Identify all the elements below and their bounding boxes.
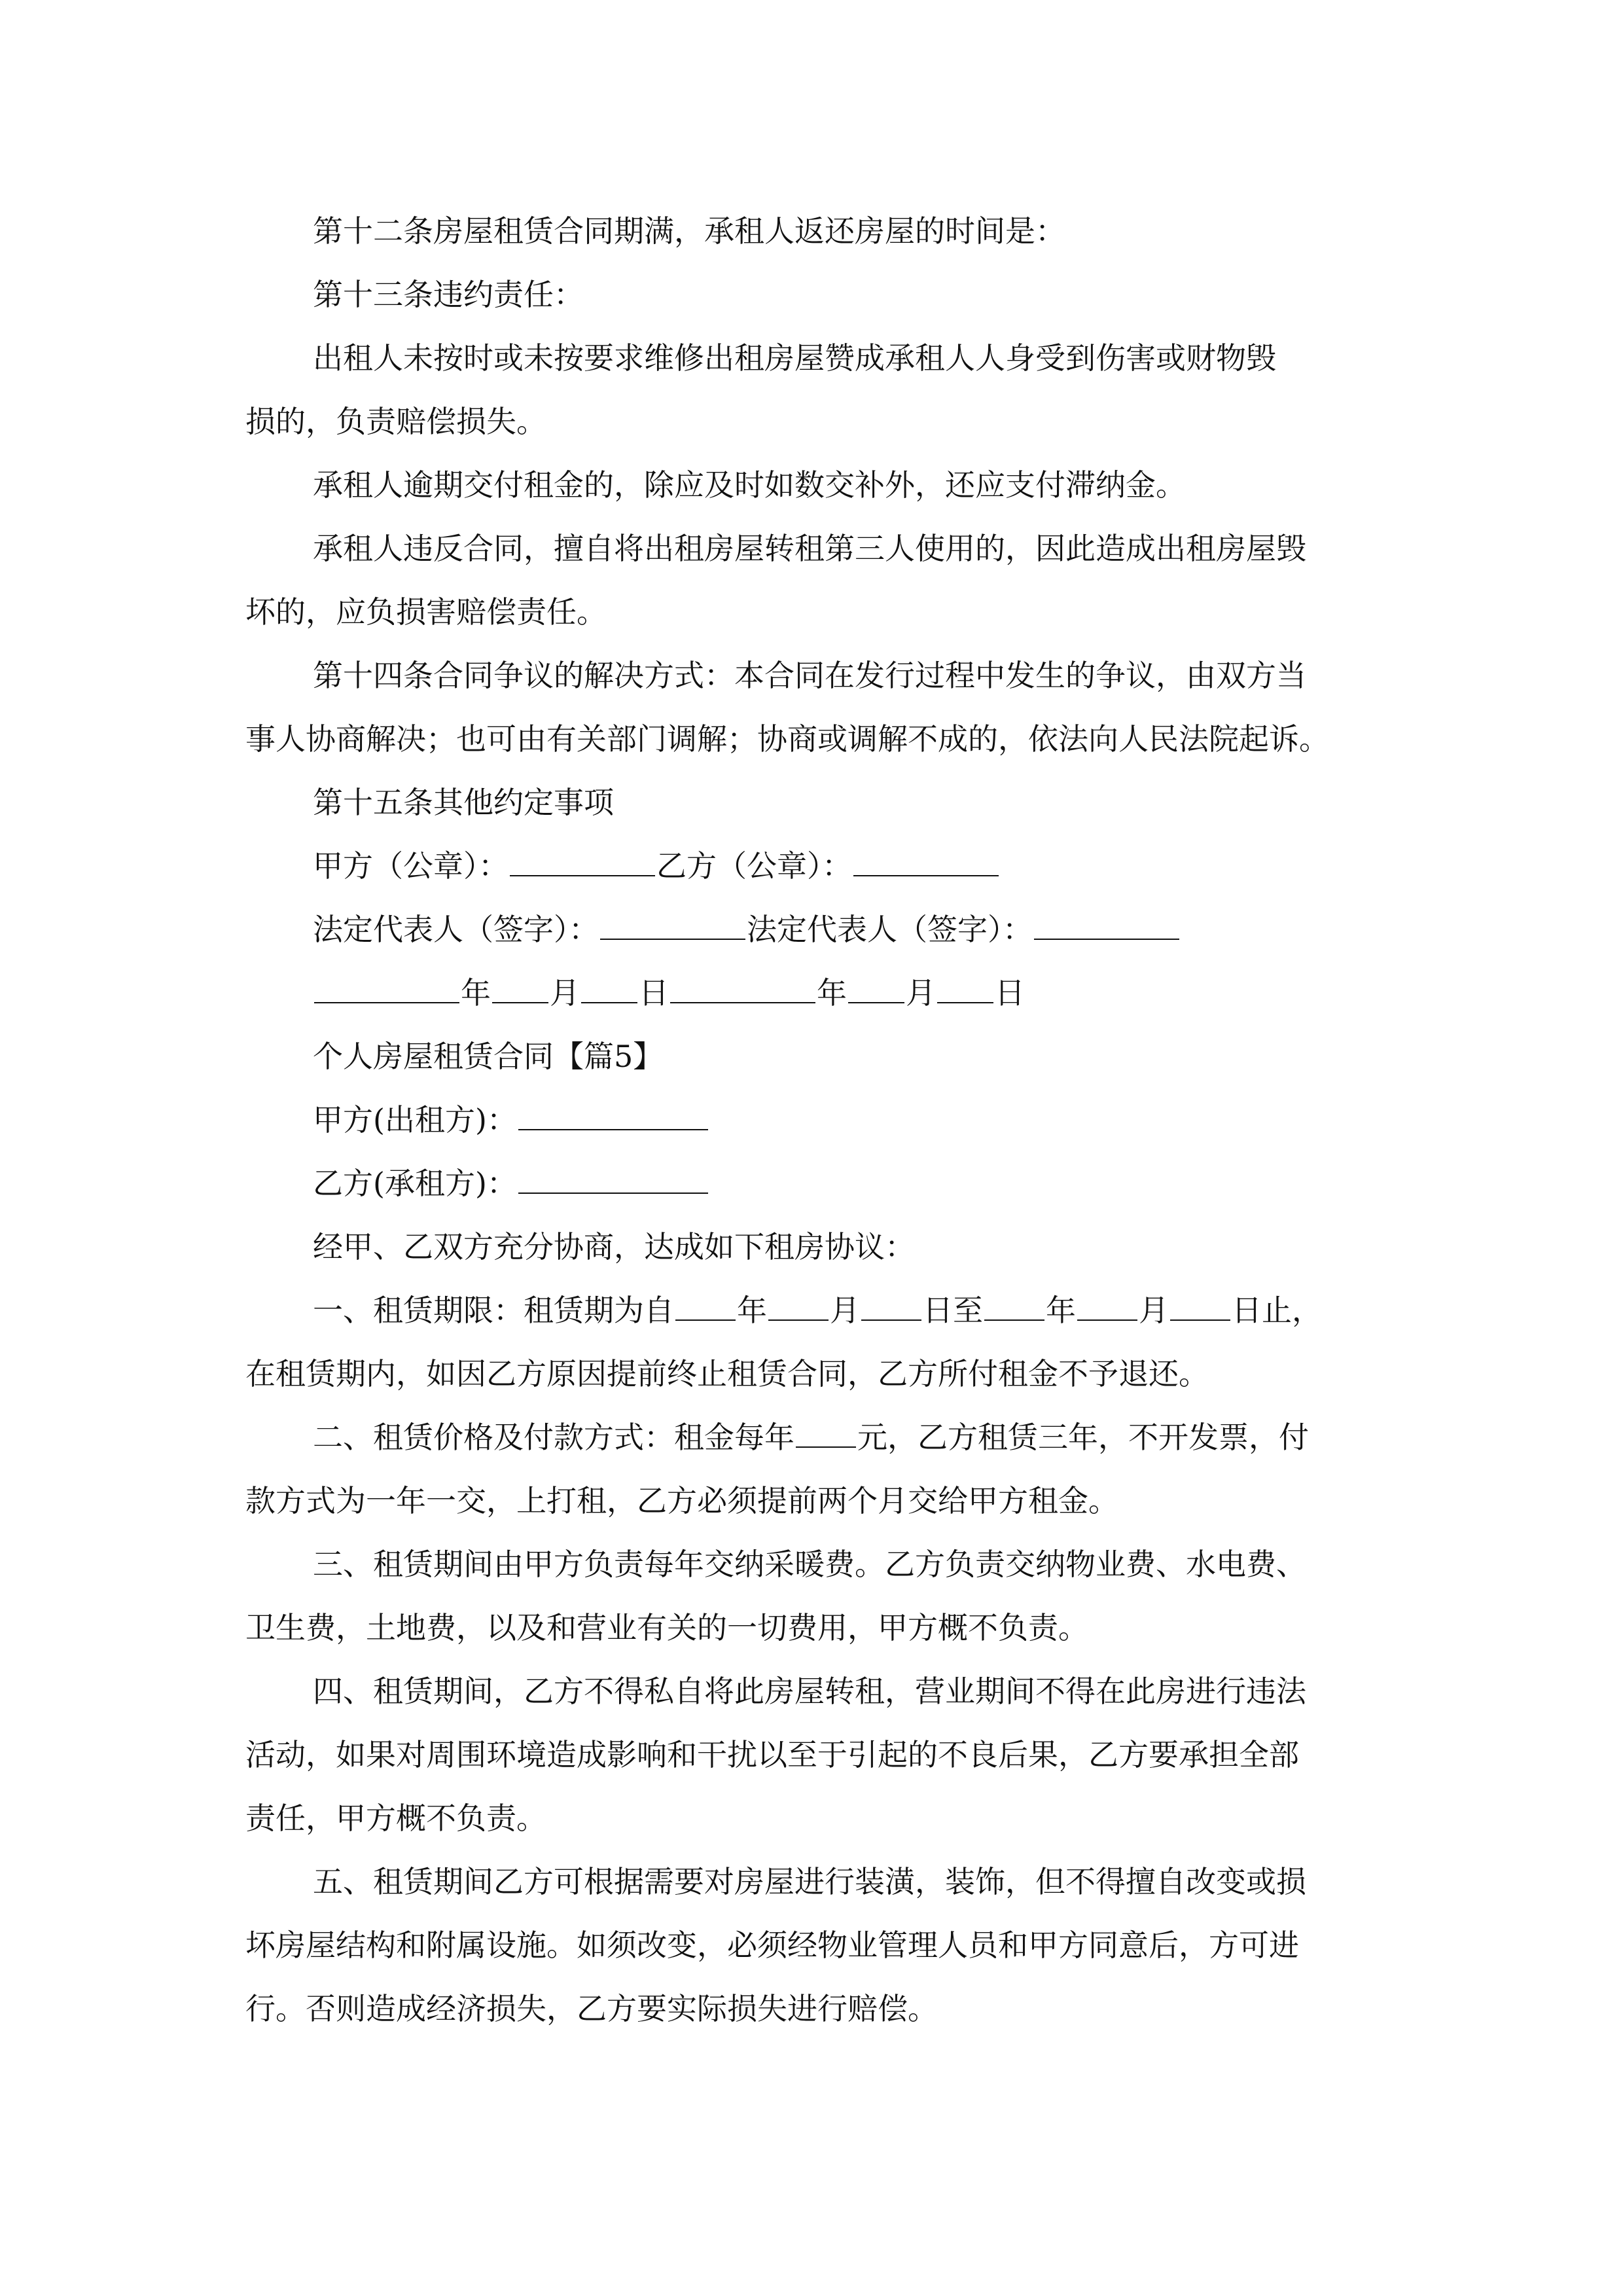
clause-3-line2: 卫生费，土地费，以及和营业有关的一切费用，甲方概不负责。: [245, 1610, 1088, 1645]
party-b-seal-blank: [853, 850, 999, 876]
date-b-day-blank: [937, 977, 993, 1003]
clause-12: 第十二条房屋租赁合同期满，承租人返还房屋的时间是：: [313, 213, 1065, 249]
end-month-blank: [1077, 1295, 1137, 1321]
date-a-year-label: 年: [461, 975, 491, 1011]
clause-2-suffix: 元，乙方租赁三年，不开发票，付: [857, 1420, 1309, 1455]
agreement-intro: 经甲、乙双方充分协商，达成如下租房协议：: [313, 1229, 915, 1265]
clause-13-para3-line2: 坏的，应负损害赔偿责任。: [245, 594, 607, 630]
party-b-blank: [518, 1168, 708, 1194]
signature-row-representative: [245, 898, 1384, 961]
end-year-label: 年: [1046, 1293, 1076, 1328]
document-body: [245, 200, 1384, 2041]
clause-13-para2: 承租人逾期交付租金的，除应及时如数交补外，还应支付滞纳金。: [313, 467, 1186, 503]
clause-5-line3: 行。否则造成经济损失，乙方要实际损失进行赔偿。: [245, 1991, 938, 2026]
start-year-label: 年: [737, 1293, 767, 1328]
date-b-year-label: 年: [817, 975, 847, 1011]
signature-date-row: [245, 961, 1384, 1025]
clause-1-line2: 在租赁期内，如因乙方原因提前终止租赁合同，乙方所付租金不予退还。: [245, 1356, 1209, 1391]
clause-13-title: 第十三条违约责任：: [313, 277, 584, 312]
date-a-year-blank: [314, 977, 459, 1003]
rep-a-blank: [600, 914, 745, 940]
start-month-label: 月: [830, 1293, 860, 1328]
clause-4-line3: 责任，甲方概不负责。: [245, 1801, 546, 1836]
end-day-blank: [1170, 1295, 1230, 1321]
party-a-label: 甲方(出租方)：: [313, 1102, 517, 1138]
clause-13-para1-line1: 出租人未按时或未按要求维修出租房屋赞成承租人人身受到伤害或财物毁: [313, 340, 1276, 376]
clause-5-line2: 坏房屋结构和附属设施。如须改变，必须经物业管理人员和甲方同意后，方可进: [245, 1928, 1299, 1963]
rep-b-blank: [1034, 914, 1179, 940]
clause-1-prefix: 一、租赁期限：租赁期为自: [313, 1293, 674, 1328]
date-a-day-label: 日: [639, 975, 669, 1011]
clause-14-line1: 第十四条合同争议的解决方式：本合同在发行过程中发生的争议，由双方当: [313, 658, 1306, 693]
clause-14-line2: 事人协商解决；也可由有关部门调解；协商或调解不成的，依法向人民法院起诉。: [245, 721, 1329, 757]
start-year-blank: [675, 1295, 736, 1321]
date-a-day-blank: [581, 977, 637, 1003]
date-a-month-label: 月: [550, 975, 580, 1011]
party-b-row: [245, 1152, 1384, 1215]
clause-3-line1: 三、租赁期间由甲方负责每年交纳采暖费。乙方负责交纳物业费、水电费、: [313, 1547, 1306, 1582]
date-a-month-blank: [492, 977, 548, 1003]
clause-13-para1-line2: 损的，负责赔偿损失。: [245, 404, 546, 439]
party-a-blank: [518, 1104, 708, 1130]
clause-15: 第十五条其他约定事项: [313, 785, 614, 820]
rep-b-label: 法定代表人（签字）：: [747, 912, 1033, 947]
annual-rent-blank: [796, 1422, 856, 1448]
date-b-month-label: 月: [906, 975, 936, 1011]
start-day-label: 日至: [923, 1293, 983, 1328]
clause-2-line1: [245, 1406, 1384, 1469]
date-b-month-blank: [848, 977, 904, 1003]
clause-2-prefix: 二、租赁价格及付款方式：租金每年: [313, 1420, 794, 1455]
rep-a-label: 法定代表人（签字）：: [313, 912, 599, 947]
party-b-label: 乙方(承租方)：: [313, 1166, 517, 1201]
clause-4-line2: 活动，如果对周围环境造成影响和干扰以至于引起的不良后果，乙方要承担全部: [245, 1737, 1299, 1772]
end-year-blank: [984, 1295, 1044, 1321]
party-a-seal-label: 甲方（公章）：: [313, 848, 508, 884]
date-b-day-label: 日: [995, 975, 1025, 1011]
start-day-blank: [861, 1295, 921, 1321]
section-title: 个人房屋租赁合同【篇5】: [313, 1039, 664, 1074]
signature-row-seal: [245, 834, 1384, 898]
clause-4-line1: 四、租赁期间，乙方不得私自将此房屋转租，营业期间不得在此房进行违法: [313, 1674, 1306, 1709]
party-b-seal-label: 乙方（公章）：: [656, 848, 852, 884]
clause-1-line1: [245, 1279, 1384, 1342]
end-month-label: 月: [1139, 1293, 1169, 1328]
party-a-row: [245, 1088, 1384, 1152]
end-day-label: 日止，: [1232, 1293, 1322, 1328]
clause-13-para3-line1: 承租人违反合同，擅自将出租房屋转租第三人使用的，因此造成出租房屋毁: [313, 531, 1306, 566]
party-a-seal-blank: [510, 850, 655, 876]
clause-2-line2: 款方式为一年一交，上打租，乙方必须提前两个月交给甲方租金。: [245, 1483, 1118, 1518]
date-b-year-blank: [670, 977, 815, 1003]
start-month-blank: [768, 1295, 829, 1321]
clause-5-line1: 五、租赁期间乙方可根据需要对房屋进行装潢，装饰，但不得擅自改变或损: [313, 1864, 1306, 1899]
